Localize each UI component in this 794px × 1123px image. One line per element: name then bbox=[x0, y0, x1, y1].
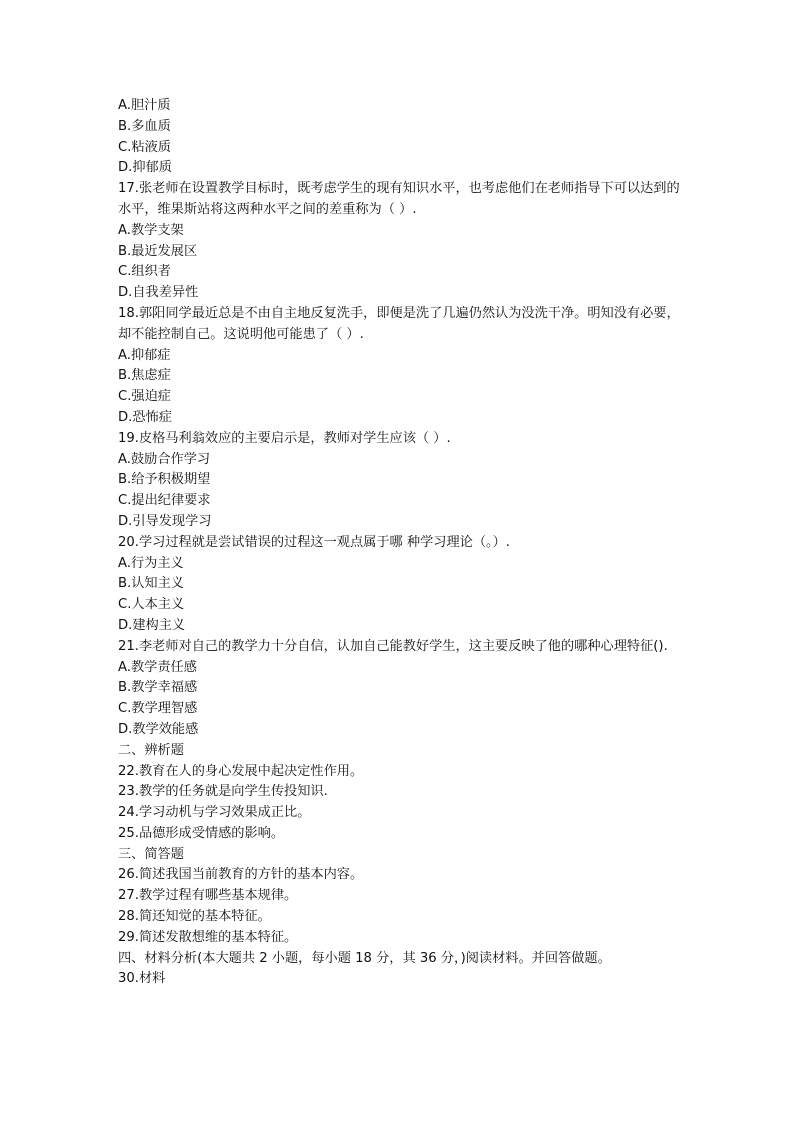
q16-option-b: B.多血质 bbox=[118, 118, 171, 134]
question-20 bbox=[118, 533, 688, 637]
section-3-heading: 三、简答题 bbox=[118, 846, 184, 862]
q20-option-c: C.人本主义 bbox=[118, 597, 185, 613]
q18-option-b: B.焦虑症 bbox=[118, 368, 171, 384]
q19-option-a: A.鼓励合作学习 bbox=[118, 451, 211, 467]
q21-option-d: D.教学效能感 bbox=[118, 721, 199, 737]
q18-option-c: C.强迫症 bbox=[118, 389, 171, 405]
q21-option-c: C.教学理智感 bbox=[118, 701, 198, 717]
q17-option-d: D.自我差异性 bbox=[118, 285, 199, 301]
section-2-heading: 二、辨析题 bbox=[118, 742, 184, 758]
q16-options bbox=[118, 96, 688, 179]
q17-option-b: B.最近发展区 bbox=[118, 243, 198, 259]
q16-option-d: D.抑郁质 bbox=[118, 160, 172, 176]
section-short-answer bbox=[118, 845, 688, 949]
question-25: 25.品德形成受情感的影响。 bbox=[118, 825, 285, 841]
section-material-analysis bbox=[118, 949, 688, 991]
q19-option-c: C.提出纪律要求 bbox=[118, 493, 211, 509]
question-26: 26.简述我国当前教育的方针的基本内容。 bbox=[118, 867, 364, 883]
document-page bbox=[118, 96, 688, 990]
q17-option-c: C.组织者 bbox=[118, 264, 171, 280]
question-20-stem: 20.学习过程就是尝试错误的过程这一观点属于哪 种学习理论（。）. bbox=[118, 534, 511, 550]
question-17 bbox=[118, 179, 688, 304]
section-discrimination bbox=[118, 741, 688, 845]
question-22: 22.教育在人的身心发展中起决定性作用。 bbox=[118, 763, 364, 779]
q16-option-c: C.粘液质 bbox=[118, 139, 171, 155]
q20-option-a: A.行为主义 bbox=[118, 555, 184, 571]
q19-option-d: D.引导发现学习 bbox=[118, 513, 212, 529]
q16-option-a: A.胆汁质 bbox=[118, 98, 171, 113]
question-19 bbox=[118, 429, 688, 533]
question-30: 30.材料 bbox=[118, 971, 166, 987]
question-28: 28.简还知觉的基本特征。 bbox=[118, 909, 271, 925]
q18-option-a: A.抑郁症 bbox=[118, 347, 171, 363]
question-18 bbox=[118, 304, 688, 429]
q18-option-d: D.恐怖症 bbox=[118, 409, 172, 425]
question-27: 27.教学过程有哪些基本规律。 bbox=[118, 888, 298, 904]
q19-option-b: B.给予积极期望 bbox=[118, 472, 211, 488]
question-21-stem: 21.李老师对自己的教学力十分自信，认加自己能教好学生，这主要反映了他的哪种心理特征(). bbox=[118, 638, 668, 654]
q20-option-b: B.认知主义 bbox=[118, 576, 184, 592]
question-17-stem: 17.张老师在设置教学目标时，既考虑学生的现有知识水平，也考虑他们在老师指导下可以达到的水平，维果斯站将这两种水平之间的差重称为（ ）. bbox=[118, 181, 680, 217]
q20-option-d: D.建构主义 bbox=[118, 617, 186, 633]
question-18-stem: 18.郭阳同学最近总是不由自主地反复洗手，即便是洗了几遍仍然认为没洗干净。明知没有必要，却不能控制自己。这说明他可能患了（ ）. bbox=[118, 305, 680, 342]
section-4-heading: 四、材料分析(本大题共 2 小题，每小题 18 分，其 36 分，)阅读材料。并回答做题。 bbox=[118, 950, 611, 966]
question-21 bbox=[118, 637, 688, 741]
q21-option-b: B.教学幸福感 bbox=[118, 680, 198, 696]
question-23: 23.教学的任务就是向学生传投知识. bbox=[118, 784, 328, 800]
q17-option-a: A.教学支架 bbox=[118, 222, 184, 238]
question-24: 24.学习动机与学习效果成正比。 bbox=[118, 805, 311, 821]
question-19-stem: 19.皮格马利翁效应的主要启示是，教师对学生应该（ ）. bbox=[118, 430, 451, 446]
question-29: 29.简述发散想维的基本特征。 bbox=[118, 929, 298, 945]
q21-option-a: A.教学责任感 bbox=[118, 659, 197, 675]
